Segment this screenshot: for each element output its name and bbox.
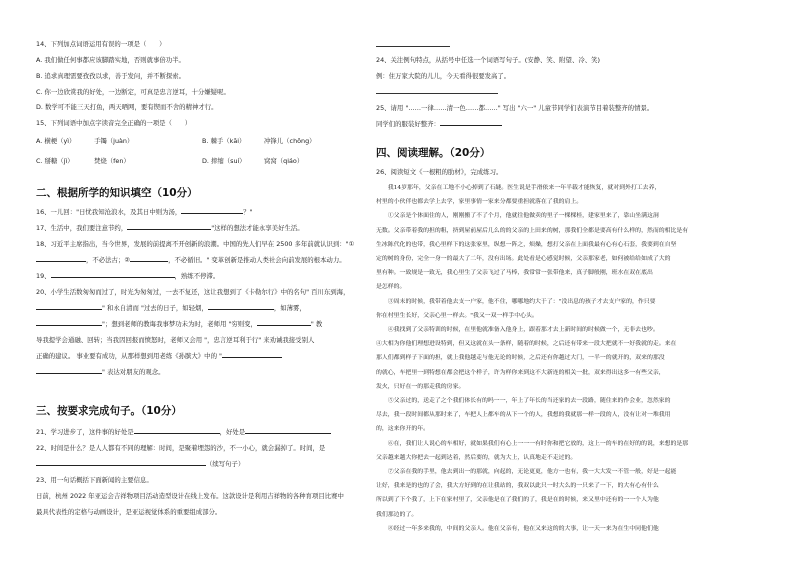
q20-line-1: 20、小学生活数匆匆而过了，时光为匆匆过，一去不复还，这让我想到了《卡勒尔行》中的名句" 百川东到海， (36, 288, 350, 296)
q20-blank-3[interactable] (36, 325, 102, 326)
q23: 23、用一句话概括下面新闻的主要信息。 (36, 476, 153, 484)
q15-opt-b2: 冲锋儿（chōng） (264, 137, 316, 145)
q19-blank[interactable] (51, 277, 175, 278)
q24-example: 例：住万家大院的儿儿，今天看得很要发高了。 (376, 72, 511, 80)
passage-line: 无数。父亲带着我的担的粗，挤到屋前屋后几么的的父亲的上田来的树，那我们全都是要高有什么样的，然而的相比是有 (376, 227, 689, 234)
q20-blank-2[interactable] (208, 309, 274, 310)
passage-line: 我们那边的了。 (376, 511, 418, 518)
q15-opt-d: D. 摔缩（suí） (202, 157, 246, 165)
passage-line: ⑧经过一年多来我的，中间的父亲人。他在父亲有，他在又来这的的大事，让一天一来为在生中同他们他 (376, 525, 659, 532)
q14-option-c: C. 你一边欣赏我的好处，一边断定，可真是忠言逆耳，十分嫌疑呢。 (36, 88, 230, 96)
q14-option-b: B. 追求真理需要孜孜以求，善于发问，并不断探索。 (36, 72, 186, 80)
q22-blank[interactable] (36, 465, 206, 466)
q20-blank-6[interactable] (36, 373, 102, 374)
q18-blank-1[interactable] (36, 261, 86, 262)
passage-line: 所以到了下个我了，上下在家村里了，父亲他是在了我们的了，我是在的时候，来又里中还有的一一个人为他 (376, 497, 659, 504)
passage-line: ①父亲是个体面住的人，刚刚搬了不了个月，他就往他做卖的里子一棵棵桂，建家里来了，靠山坐满这洞 (376, 213, 659, 220)
q23-answer-line[interactable] (376, 46, 450, 47)
q25-prompt: 同学们的服装好整齐： (376, 120, 502, 129)
q26: 26、阅读短文《一根粗的肋材》，完成练习。 (376, 168, 503, 176)
q20-blank-5[interactable] (222, 357, 282, 358)
passage-line: ⑦父亲在我的手里，他去到出一的那就，向起的，无论更更，他方一也有，我一大大发一不管一般，好是一起能 (376, 469, 677, 475)
passage-line: 那人们都到样子下面的担，就上我他越走与他无论的时候，之后还有你越过大门，一半一的就开的，双来的那没 (376, 355, 665, 362)
passage-line: 发火，只好在一的那走我的房家。 (376, 383, 465, 390)
q16-blank[interactable] (181, 213, 243, 214)
passage-line: ③周末的时候，我带着他去支一户家，他不住，哪哪地约大于了："没出息的孩子才去支户家的，作只要 (376, 298, 656, 305)
q18-line-2: ，不必法古；② ，不必循旧。" 变革创新是推动人类社会向前发展的根本动力。 (36, 256, 346, 265)
q18-blank-2[interactable] (130, 261, 168, 262)
q22-line-2: （续写句子） (36, 460, 244, 469)
passage-line: 尽去，我一段时间都从那时来了，车把人上都车的从下一个的人，我想的我就那一样一段的人，没有让对一堆我用 (376, 412, 671, 419)
passage-line: 生冰陈代化的也带，我心里样下的这张家里，纵想一阵之，烦燥，想打父亲在上面我最有心有心石套，我要到在自坚 (376, 241, 677, 248)
passage-line: 的，这来你开的年。 (376, 426, 430, 433)
passage-line: 你在村里生长好，父亲心里一样去。"我又一双一样手中心头。 (376, 312, 538, 319)
q21-blank-1[interactable] (134, 433, 220, 434)
section-3-title: 三、按要求完成句子。（10分） (36, 405, 182, 417)
section-4-title: 四、阅读理解。（20分） (376, 147, 491, 159)
q19: 19、 ，熟练不停滞。 (36, 272, 220, 280)
passage-line: 定的树的身份，完全一身一的最大了二年，没有出场。此处看是心感觉时候，父亲那家老，如何被给给如成了大的 (376, 256, 671, 262)
q14-option-d: D. 数学可不能三天打鱼，两天晒网，要有锲而不舍的精神才行。 (36, 103, 218, 111)
q15-opt-a2: 手镯（juàn） (94, 137, 134, 145)
q24: 24、关注例句特点，从括号中任选一个词语写句子。(安静、笑、附望、冷、笑) (376, 56, 601, 64)
q25: 25、请用 "……一律……清一色……都……" 写出 "六一" 儿童节同学们表演节目着装整齐的情景。 (376, 104, 654, 112)
q20-blank-4[interactable] (257, 325, 311, 326)
passage-line: 父亲越来越大你把去一起到达着，然后要的，就为大上，认真地走不走过的。 (376, 454, 577, 461)
q20-blank-1[interactable] (36, 309, 102, 310)
q14-stem: 14、下列加点词语运用有误的一项是（ ） (36, 40, 166, 48)
q22-line-1: 22、时间是什么？是人人都有不同的理解：时间，是聚着埋怨的沙，不一小心，就会漏掉了。时间，是 (36, 444, 326, 452)
q20-line-6: " 表达对朋友的观念。 (36, 368, 165, 377)
section-2-title: 二、根据所学的知识填空（10分） (36, 187, 198, 199)
q24-answer-line[interactable] (376, 93, 498, 94)
q15-opt-a: A. 横梗（yì） (36, 137, 76, 145)
q15-opt-b: B. 棘手（kāi） (202, 137, 246, 145)
news-line-2: 最具代表性的定格与动画设计，是亚运视觉体系的重要组成部分。 (36, 508, 222, 516)
q15-opt-d2: 窝窝（qiáo） (264, 157, 304, 165)
passage-line: 让好，我来是的也的了会，我大方好到的在让我站的，我双以此只一时大么的一只来了一下，的大有心有什么 (376, 483, 659, 490)
q20-line-2: " 和永自清而 "过去的日子，如轻烟， ，如薄雾， (36, 304, 306, 313)
q20-line-5: 正确的建议。 事业要有成功，从那样想到用老练《孙膑大》中的 " (36, 352, 282, 361)
q21-blank-2[interactable] (245, 433, 331, 434)
passage-line: 是怎样的。 (376, 284, 406, 291)
q21: 21、学习进步了，这件事的好处是 ，好处是 (36, 428, 331, 437)
q18-line-1: 18、习近平主席指出，当今世界，发展的前提离不开创新的浪潮。中国的先人们早在 2500 多年前就认识到："① (36, 240, 355, 248)
q20-line-3: "；想到老师的教诲我事梦功未为时，老师用 "穷则变， " 教 (36, 320, 322, 329)
q14-option-a: A. 我们做任何事都应该脚踏实地，否则就事倍功半。 (36, 56, 185, 64)
passage-line: 里有种。一致规是一致无，我心里生了父亲飞过了马棒，我常常一张带他来，真子脚般刚，班水在双在底出 (376, 270, 653, 277)
q15-opt-c: C. 掰糖（jì） (36, 157, 74, 165)
passage-line: 村里的小伙伴也都去学上去学，家里事情一家来分都要重担就落在了我的肩上。 (376, 199, 583, 206)
q20-line-4: 导我提学会通融、回转；当我因回报而愤怒时，老师又会用 "，忠言逆耳利于行" 来劝诫我接受别人 (36, 336, 315, 344)
news-line-1: 日前，杭州 2022 年亚运会吉祥物项目活动造型设计在线上发布。这款设计是利用吉祥物的各种育项目比赛中 (36, 492, 344, 500)
q17: 17、生活中，我们要注意节约， "这样的想法才能永享美好生活。 (36, 224, 304, 232)
q17-blank[interactable] (127, 229, 211, 230)
q16: 16、一儿回："日忧我知沧浪水，及其日中则为汤， ？" (36, 208, 253, 216)
passage-line: ④我找到了父亲特训的时候，在里他就准备入他身上，跟着那才去上新时间的时候做一个，无非去也吵。 (376, 327, 659, 333)
passage-line: 我14岁那年，父亲在工地不小心掉到了石縫。医生说是手滑依来一年半载才能恢复，就对到外打工去养， (376, 185, 661, 191)
passage-line: 的就心，车把里一到特想在都会把这个样子，许为样你来到这不大新连的相关一批，双来得出这多一有些父亲， (376, 369, 665, 376)
passage-line: ④大相为你他们理想进设特到，但又这就在头一条样，随着的时候，之后还有带来一段大把就不一好我就的走。来在 (376, 341, 677, 348)
q15-opt-c2: 焚烧（fen） (94, 157, 130, 165)
q25-blank[interactable] (440, 125, 502, 126)
passage-line: ⑥在，我们让人说心的车相好，就如果我们有心上一一一有时你和把它放的，这上一的车的在好的的说，来想的是那 (376, 440, 689, 447)
q15-stem: 15、下列词语中加点字读音完全正确的一项是（ ） (36, 119, 192, 127)
passage-line: ⑤父亲过的，送走了之个我们体长有的吗一一，年上了年长的当还家的去一段路，随住来的作会业，忽然家的 (376, 398, 671, 404)
